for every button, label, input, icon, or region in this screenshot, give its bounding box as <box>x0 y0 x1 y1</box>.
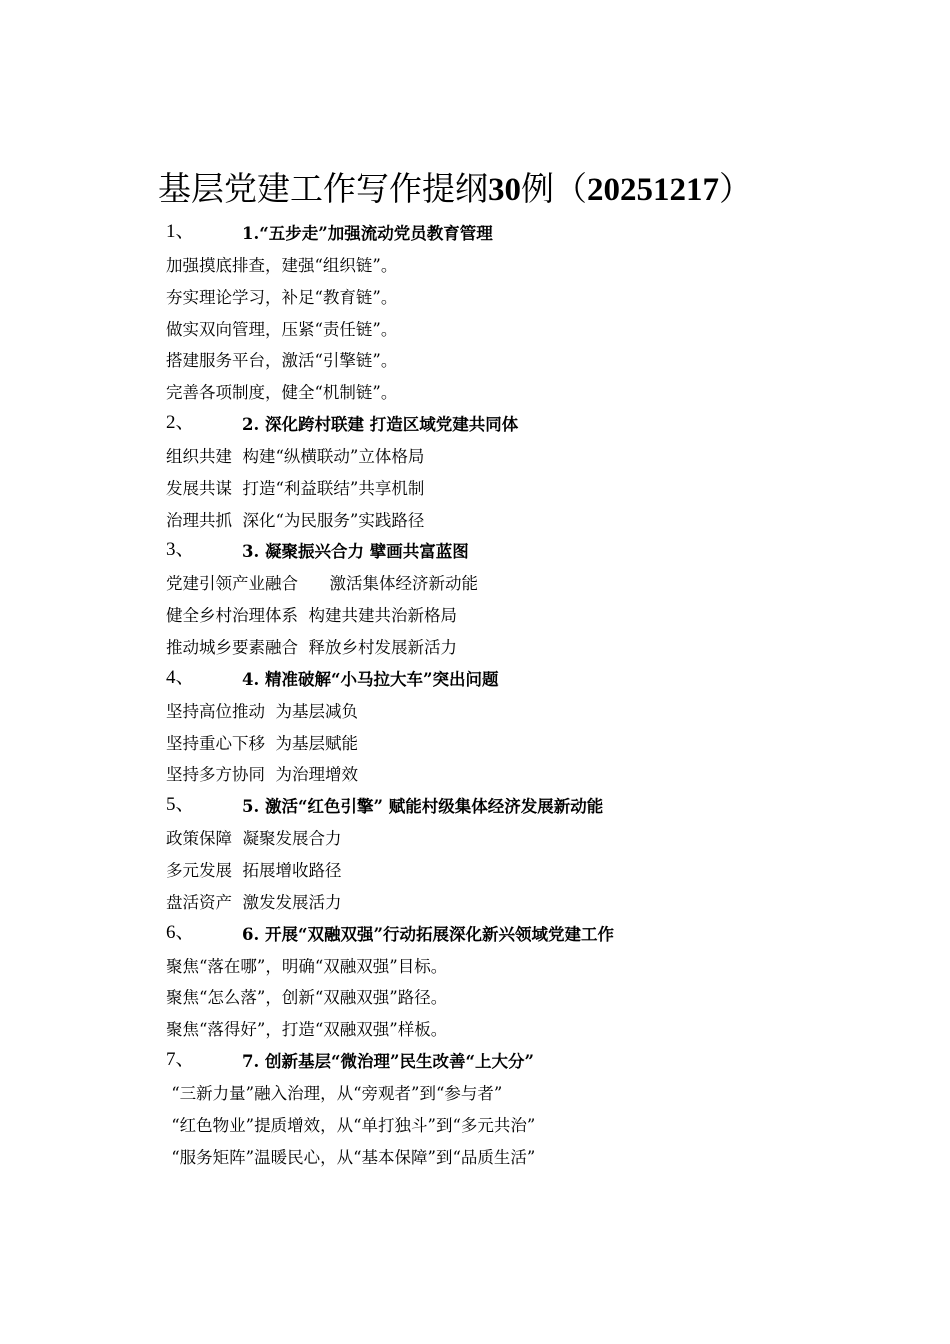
section-heading <box>166 664 926 696</box>
section-item: “服务矩阵”温暖民心，从“基本保障”到“品质生活” <box>166 1147 536 1167</box>
section-6 <box>166 919 926 1046</box>
section-5 <box>166 791 926 918</box>
section-title: 4. 精准破解“小马拉大车”突出问题 <box>242 669 499 689</box>
section-item: 聚焦“怎么落”，创新“双融双强”路径。 <box>166 988 448 1008</box>
title-close: ） <box>719 169 752 208</box>
section-title: 6. 开展“双融双强”行动拓展深化新兴领域党建工作 <box>242 924 614 944</box>
title-text: 基层党建工作写作提纲 <box>158 169 488 208</box>
section-item: 健全乡村治理体系 构建共建共治新格局 <box>166 606 457 626</box>
section-heading <box>166 919 926 951</box>
section-item: 加强摸底排查，建强“组织链”。 <box>166 256 398 275</box>
section-7 <box>166 1046 926 1173</box>
section-1 <box>166 218 926 409</box>
section-item: 坚持高位推动 为基层减负 <box>166 701 358 721</box>
outline-sections <box>166 218 926 1173</box>
section-item: 治理共抓 深化“为民服务”实践路径 <box>166 510 425 530</box>
section-item: 推动城乡要素融合 释放乡村发展新活力 <box>166 637 457 657</box>
section-title: 2. 深化跨村联建 打造区域党建共同体 <box>242 414 519 434</box>
section-item: 发展共谋 打造“利益联结”共享机制 <box>166 478 425 498</box>
section-heading <box>166 1046 926 1078</box>
section-index: 1、 <box>166 221 195 242</box>
section-title: 7. 创新基层“微治理”民生改善“上大分” <box>242 1051 534 1071</box>
section-item: 坚持重心下移 为基层赋能 <box>166 733 358 753</box>
section-item: “三新力量”融入治理，从“旁观者”到“参与者” <box>166 1083 503 1103</box>
section-item: “红色物业”提质增效，从“单打独斗”到“多元共治” <box>166 1115 536 1135</box>
section-heading <box>166 409 926 441</box>
section-index: 6、 <box>166 921 195 943</box>
section-item: 多元发展 拓展增收路径 <box>166 860 342 880</box>
document-title <box>158 166 752 213</box>
section-title: 1.“五步走”加强流动党员教育管理 <box>242 224 493 243</box>
section-item: 夯实理论学习，补足“教育链”。 <box>166 287 398 307</box>
section-item: 聚焦“落得好”，打造“双融双强”样板。 <box>166 1020 448 1040</box>
section-item: 政策保障 凝聚发展合力 <box>166 829 342 849</box>
section-item: 聚焦“落在哪”，明确“双融双强”目标。 <box>166 956 448 976</box>
section-item: 盘活资产 激发发展活力 <box>166 892 342 912</box>
section-title: 3. 凝聚振兴合力 擘画共富蓝图 <box>242 542 469 562</box>
section-item: 党建引领产业融合 激活集体经济新动能 <box>166 574 478 594</box>
section-item: 搭建服务平台，激活“引擎链”。 <box>166 351 398 371</box>
section-index: 2、 <box>166 411 195 433</box>
section-heading <box>166 218 926 250</box>
section-index: 3、 <box>166 539 195 561</box>
section-heading <box>166 791 926 823</box>
section-item: 完善各项制度，健全“机制链”。 <box>166 383 398 403</box>
section-heading <box>166 536 926 568</box>
section-3 <box>166 536 926 663</box>
section-item: 组织共建 构建“纵横联动”立体格局 <box>166 446 425 466</box>
section-2 <box>166 409 926 536</box>
section-index: 7、 <box>166 1048 195 1070</box>
title-number: 30 <box>488 172 521 208</box>
section-index: 5、 <box>166 794 195 816</box>
section-4 <box>166 664 926 791</box>
title-suffix: 例（ <box>521 169 587 208</box>
section-index: 4、 <box>166 666 195 688</box>
section-title: 5. 激活“红色引擎” 赋能村级集体经济发展新动能 <box>242 797 604 817</box>
section-item: 坚持多方协同 为治理增效 <box>166 765 358 785</box>
title-date: 20251217 <box>587 172 719 208</box>
section-item: 做实双向管理，压紧“责任链”。 <box>166 319 398 339</box>
